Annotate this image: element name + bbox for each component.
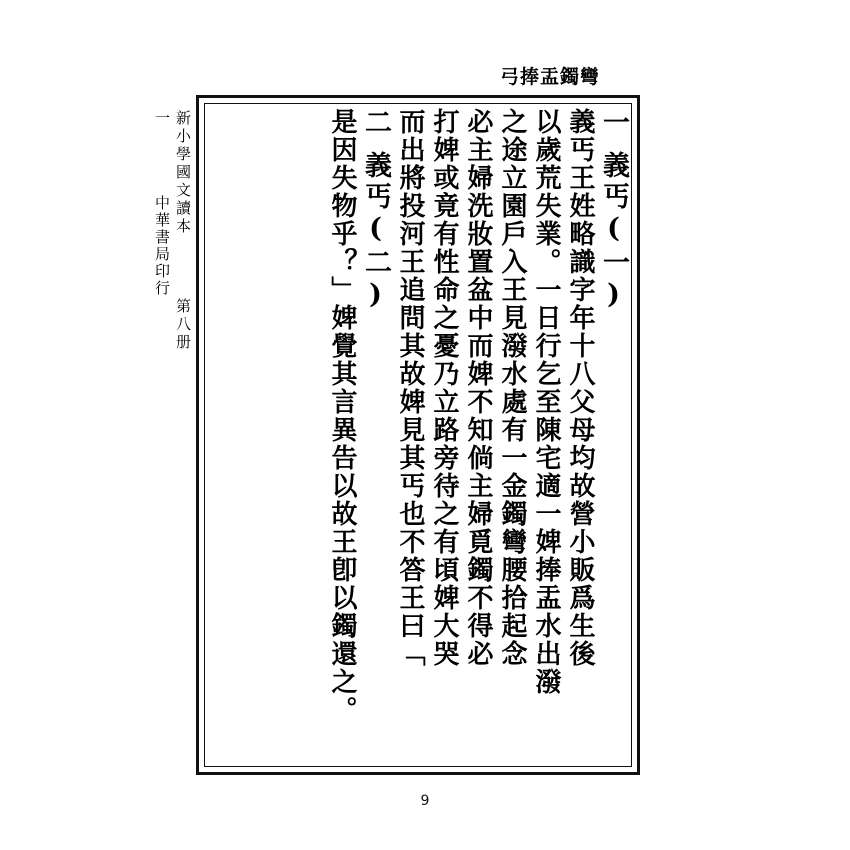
lesson-2-title: 義丐: [360, 151, 391, 213]
vertical-text-columns: [209, 108, 627, 762]
spine-page-publisher: [152, 110, 173, 297]
spine-series-volume: [173, 110, 194, 352]
top-caption-text: 弓捧盂鐲彎: [499, 65, 600, 88]
spine-series-title: 新小學國文讀本: [174, 110, 192, 236]
top-caption: [400, 60, 600, 90]
spine-publisher: 中華書局印行: [153, 195, 171, 297]
lesson-1-heading: [593, 108, 627, 762]
lesson-2-heading: [355, 108, 389, 762]
lesson-1-column-1: 義丐王姓略識字年十八父母均故營小販爲生後: [565, 108, 595, 668]
lesson-1-title: 義丐: [598, 151, 629, 213]
lesson-2-part: (二): [360, 213, 391, 314]
lesson-2-number: 二: [360, 108, 391, 139]
spine-volume: 第八册: [174, 298, 192, 352]
lesson-1-column-6: 而出將投河王追問其故婢見其丐也不答王曰「: [395, 108, 425, 668]
lesson-1-column-5: 打婢或竟有性命之憂乃立路旁待之有頃婢大哭: [429, 108, 459, 668]
spine-page-mark: 一: [153, 110, 171, 127]
page-number: 9: [420, 793, 430, 809]
lesson-1-part: (一): [598, 213, 629, 314]
lesson-1-column-3: 之途立園戶入王見潑水處有一金鐲彎腰拾起念: [497, 108, 527, 668]
lesson-2-column-1: 是因失物乎？」婢覺其言異告以故王卽以鐲還之。: [327, 108, 357, 724]
text-frame: [196, 95, 640, 775]
book-spine-info: [153, 110, 194, 750]
lesson-1-number: 一: [598, 108, 629, 139]
lesson-1-column-4: 必主婦洗妝置盆中而婢不知倘主婦覓鐲不得必: [463, 108, 493, 668]
lesson-1-column-2: 以歲荒失業。一日行乞至陳宅適一婢捧盂水出潑: [531, 108, 561, 696]
